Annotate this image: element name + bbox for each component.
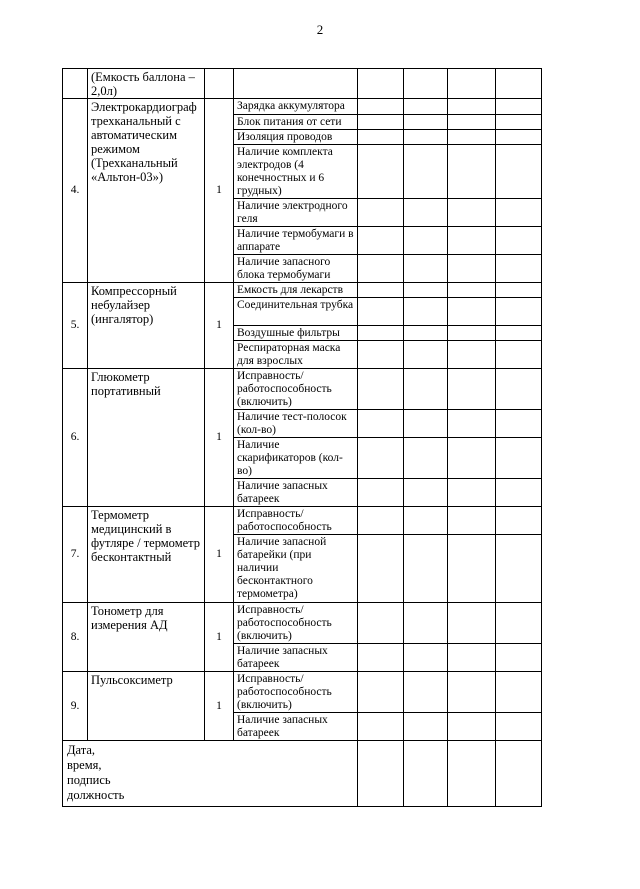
- check-cell[interactable]: [358, 199, 404, 227]
- check-cell[interactable]: [404, 672, 448, 713]
- check-cell[interactable]: [496, 298, 542, 326]
- check-cell[interactable]: [496, 438, 542, 479]
- check-cell[interactable]: [404, 326, 448, 341]
- check-cell[interactable]: [404, 644, 448, 672]
- equipment-name: Глюкометр портативный: [88, 369, 205, 507]
- check-item: Наличие комплекта электродов (4 конечностных и 6 грудных): [234, 145, 358, 199]
- signature-label: Дата, время, подпись должность: [63, 741, 358, 807]
- check-cell[interactable]: [404, 341, 448, 369]
- check-cell[interactable]: [358, 410, 404, 438]
- check-item: Зарядка аккумулятора: [234, 99, 358, 115]
- check-cell[interactable]: [404, 130, 448, 145]
- check-cell[interactable]: [358, 227, 404, 255]
- check-cell[interactable]: [358, 69, 404, 99]
- check-cell[interactable]: [404, 410, 448, 438]
- check-item: Исправность/работоспособность (включить): [234, 369, 358, 410]
- check-cell[interactable]: [404, 603, 448, 644]
- row-number: 9.: [63, 672, 88, 741]
- check-cell[interactable]: [358, 99, 404, 115]
- check-cell[interactable]: [448, 369, 496, 410]
- row-number: 5.: [63, 283, 88, 369]
- check-cell[interactable]: [496, 145, 542, 199]
- check-cell[interactable]: [404, 369, 448, 410]
- check-cell[interactable]: [496, 255, 542, 283]
- check-cell[interactable]: [448, 479, 496, 507]
- check-cell[interactable]: [448, 535, 496, 603]
- equipment-name: Электрокардиограф трехканальный с автоматическим режимом (Трехканальный «Альтон-03»): [88, 99, 205, 283]
- check-cell[interactable]: [404, 115, 448, 130]
- check-cell[interactable]: [496, 644, 542, 672]
- check-cell[interactable]: [448, 438, 496, 479]
- check-cell[interactable]: [448, 145, 496, 199]
- check-cell[interactable]: [404, 438, 448, 479]
- check-item: Изоляция проводов: [234, 130, 358, 145]
- check-cell[interactable]: [448, 99, 496, 115]
- check-cell[interactable]: [404, 255, 448, 283]
- equipment-quantity: 1: [205, 672, 234, 741]
- check-cell[interactable]: [496, 99, 542, 115]
- check-cell[interactable]: [496, 713, 542, 741]
- check-cell[interactable]: [448, 326, 496, 341]
- check-cell[interactable]: [404, 298, 448, 326]
- check-item: Наличие запасных батареек: [234, 644, 358, 672]
- check-cell[interactable]: [496, 326, 542, 341]
- check-cell[interactable]: [496, 199, 542, 227]
- check-cell[interactable]: [496, 369, 542, 410]
- check-cell[interactable]: [496, 69, 542, 99]
- check-cell[interactable]: [496, 507, 542, 535]
- equipment-quantity: [205, 69, 234, 99]
- check-cell[interactable]: [404, 199, 448, 227]
- signature-cell[interactable]: [358, 741, 404, 807]
- check-item: Наличие термобумаги в аппарате: [234, 227, 358, 255]
- signature-cell[interactable]: [448, 741, 496, 807]
- check-cell[interactable]: [496, 227, 542, 255]
- equipment-name: Термометр медицинский в футляре / термометр бесконтактный: [88, 507, 205, 603]
- equipment-name: Компрессорный небулайзер (ингалятор): [88, 283, 205, 369]
- check-item: Наличие запасных батареек: [234, 713, 358, 741]
- check-cell[interactable]: [358, 535, 404, 603]
- check-cell[interactable]: [496, 410, 542, 438]
- check-item: [234, 69, 358, 99]
- equipment-quantity: 1: [205, 603, 234, 672]
- check-item: Наличие запасных батареек: [234, 479, 358, 507]
- check-cell[interactable]: [404, 99, 448, 115]
- check-item: Исправность/работоспособность: [234, 507, 358, 535]
- check-cell[interactable]: [358, 130, 404, 145]
- row-number: 8.: [63, 603, 88, 672]
- check-cell[interactable]: [404, 283, 448, 298]
- equipment-quantity: 1: [205, 283, 234, 369]
- check-cell[interactable]: [358, 115, 404, 130]
- check-cell[interactable]: [448, 69, 496, 99]
- check-item: Наличие тест-полосок (кол-во): [234, 410, 358, 438]
- check-cell[interactable]: [496, 115, 542, 130]
- check-cell[interactable]: [448, 255, 496, 283]
- check-item: Блок питания от сети: [234, 115, 358, 130]
- equipment-name: (Емкость баллона – 2,0л): [88, 69, 205, 99]
- check-cell[interactable]: [496, 672, 542, 713]
- check-cell[interactable]: [448, 298, 496, 326]
- equipment-quantity: 1: [205, 99, 234, 283]
- check-cell[interactable]: [404, 145, 448, 199]
- check-item: Наличие запасной батарейки (при наличии бесконтактного термометра): [234, 535, 358, 603]
- equipment-name: Пульсоксиметр: [88, 672, 205, 741]
- check-item: Воздушные фильтры: [234, 326, 358, 341]
- check-cell[interactable]: [448, 199, 496, 227]
- check-cell[interactable]: [448, 644, 496, 672]
- row-number: 4.: [63, 99, 88, 283]
- check-cell[interactable]: [448, 603, 496, 644]
- check-cell[interactable]: [448, 410, 496, 438]
- check-cell[interactable]: [358, 672, 404, 713]
- equipment-quantity: 1: [205, 369, 234, 507]
- check-item: Респираторная маска для взрослых: [234, 341, 358, 369]
- check-cell[interactable]: [448, 115, 496, 130]
- check-cell[interactable]: [496, 130, 542, 145]
- check-item: Исправность/работоспособность (включить): [234, 603, 358, 644]
- check-cell[interactable]: [448, 341, 496, 369]
- equipment-checklist-table: [62, 68, 542, 807]
- check-item: Исправность/работоспособность (включить): [234, 672, 358, 713]
- check-cell[interactable]: [404, 507, 448, 535]
- signature-cell[interactable]: [496, 741, 542, 807]
- check-cell[interactable]: [404, 479, 448, 507]
- check-item: Наличие скарификаторов (кол-во): [234, 438, 358, 479]
- signature-cell[interactable]: [404, 741, 448, 807]
- equipment-quantity: 1: [205, 507, 234, 603]
- check-cell[interactable]: [358, 298, 404, 326]
- check-cell[interactable]: [358, 603, 404, 644]
- check-item: Соединительная трубка: [234, 298, 358, 326]
- check-cell[interactable]: [358, 326, 404, 341]
- check-cell[interactable]: [496, 479, 542, 507]
- check-cell[interactable]: [404, 535, 448, 603]
- check-cell[interactable]: [358, 479, 404, 507]
- check-cell[interactable]: [358, 713, 404, 741]
- check-cell[interactable]: [448, 227, 496, 255]
- check-cell[interactable]: [358, 255, 404, 283]
- check-cell[interactable]: [358, 369, 404, 410]
- check-cell[interactable]: [358, 283, 404, 298]
- check-cell[interactable]: [404, 69, 448, 99]
- check-cell[interactable]: [448, 283, 496, 298]
- check-cell[interactable]: [404, 227, 448, 255]
- check-cell[interactable]: [496, 603, 542, 644]
- check-cell[interactable]: [358, 145, 404, 199]
- check-cell[interactable]: [448, 507, 496, 535]
- check-cell[interactable]: [448, 130, 496, 145]
- row-number: [63, 69, 88, 99]
- check-cell[interactable]: [448, 672, 496, 713]
- check-cell[interactable]: [358, 507, 404, 535]
- row-number: 6.: [63, 369, 88, 507]
- check-cell[interactable]: [496, 535, 542, 603]
- check-cell[interactable]: [358, 438, 404, 479]
- check-item: Наличие запасного блока термобумаги: [234, 255, 358, 283]
- page-number: 2: [316, 22, 324, 37]
- check-item: Емкость для лекарств: [234, 283, 358, 298]
- check-cell[interactable]: [448, 713, 496, 741]
- check-cell[interactable]: [496, 341, 542, 369]
- equipment-name: Тонометр для измерения АД: [88, 603, 205, 672]
- check-cell[interactable]: [358, 341, 404, 369]
- check-cell[interactable]: [404, 713, 448, 741]
- row-number: 7.: [63, 507, 88, 603]
- check-item: Наличие электродного геля: [234, 199, 358, 227]
- check-cell[interactable]: [358, 644, 404, 672]
- check-cell[interactable]: [496, 283, 542, 298]
